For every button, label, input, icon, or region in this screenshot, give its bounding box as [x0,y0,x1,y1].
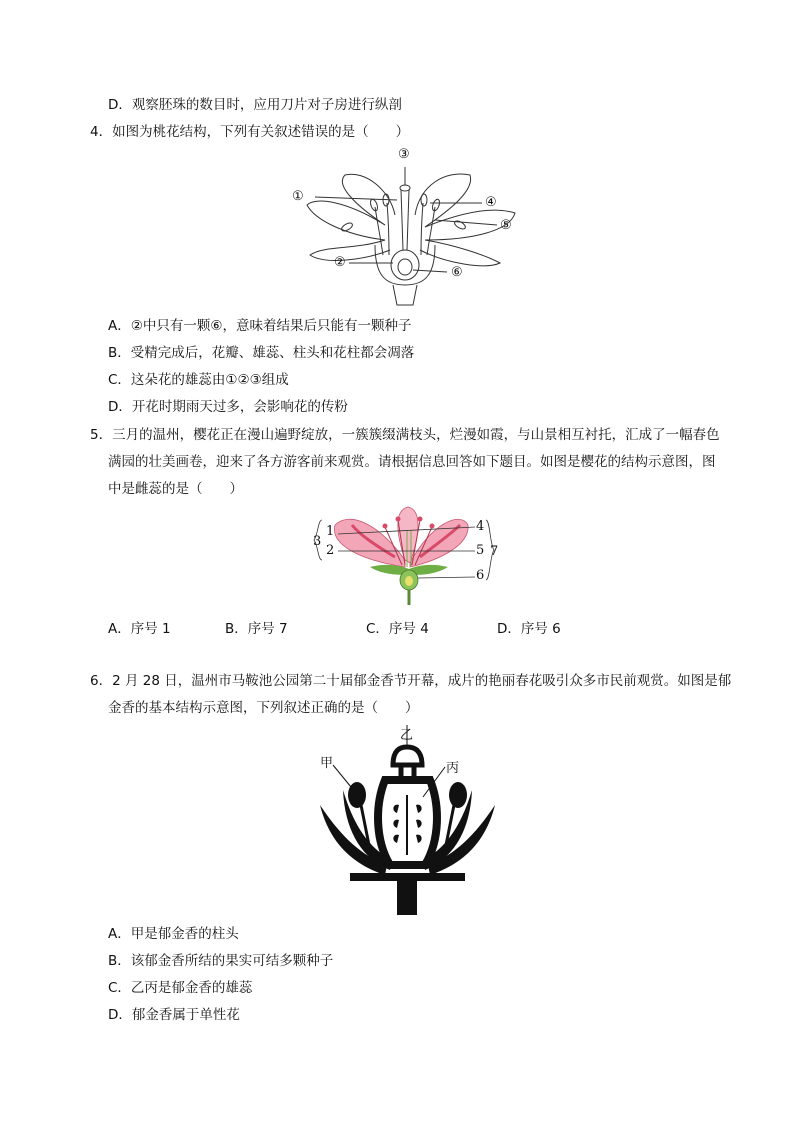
q5-label-2: 2 [326,543,335,558]
q6-label-jia: 甲 [320,756,334,771]
q6-option-a: A．甲是郁金香的柱头 [108,926,239,942]
q4-option-b: B．受精完成后，花瓣、雄蕊、柱头和花柱都会凋落 [108,345,415,361]
q6-option-c: C．乙丙是郁金香的雄蕊 [108,980,253,996]
q6-stem-line-2: 金香的基本结构示意图，下列叙述正确的是（ ） [108,700,419,716]
q5-label-6: 6 [476,568,485,583]
q5-label-4: 4 [476,519,485,534]
q6-stem-line-1: 6．2 月 28 日，温州市马鞍池公园第二十届郁金香节开幕，成片的艳丽春花吸引众多市民前观赏。如图是郁 [90,673,732,689]
q4-label-3: ③ [398,147,410,162]
tulip-flower-diagram [315,725,500,915]
q5-label-7: 7 [490,544,499,559]
q4-label-2: ② [334,255,346,270]
q5-option-b: B．序号 7 [225,621,288,637]
q4-option-d: D．开花时期雨天过多，会影响花的传粉 [108,399,348,415]
q6-label-bing: 丙 [446,761,460,776]
q6-option-b: B．该郁金香所结的果实可结多颗种子 [108,953,334,969]
q4-label-5: ⑤ [500,218,512,233]
q6-label-yi: 乙 [400,728,414,743]
q5-label-5: 5 [476,543,485,558]
q5-stem-line-2: 满园的壮美画卷，迎来了各方游客前来观赏。请根据信息回答如下题目。如图是樱花的结构示意图，图 [108,454,716,470]
q3-option-d: D．观察胚珠的数目时，应用刀片对子房进行纵剖 [108,97,402,113]
q5-label-3: 3 [313,534,322,549]
q4-stem: 4．如图为桃花结构，下列有关叙述错误的是（ ） [90,124,410,140]
q6-option-d: D．郁金香属于单性花 [108,1007,240,1023]
q5-option-a: A．序号 1 [108,621,171,637]
q5-option-c: C．序号 4 [366,621,429,637]
q4-label-4: ④ [485,195,497,210]
q4-option-a: A．②中只有一颗⑥，意味着结果后只能有一颗种子 [108,318,412,334]
q5-stem-line-3: 中是雌蕊的是（ ） [108,481,243,497]
peach-flower-diagram [285,145,525,310]
q4-label-6: ⑥ [451,265,463,280]
q5-label-1: 1 [326,524,335,539]
q5-option-d: D．序号 6 [497,621,561,637]
q4-label-1: ① [292,189,304,204]
q5-stem-line-1: 5．三月的温州，樱花正在漫山遍野绽放，一簇簇缀满枝头，烂漫如霞，与山景相互衬托，汇成了一幅春色 [90,427,720,443]
q4-option-c: C．这朵花的雄蕊由①②③组成 [108,372,289,388]
